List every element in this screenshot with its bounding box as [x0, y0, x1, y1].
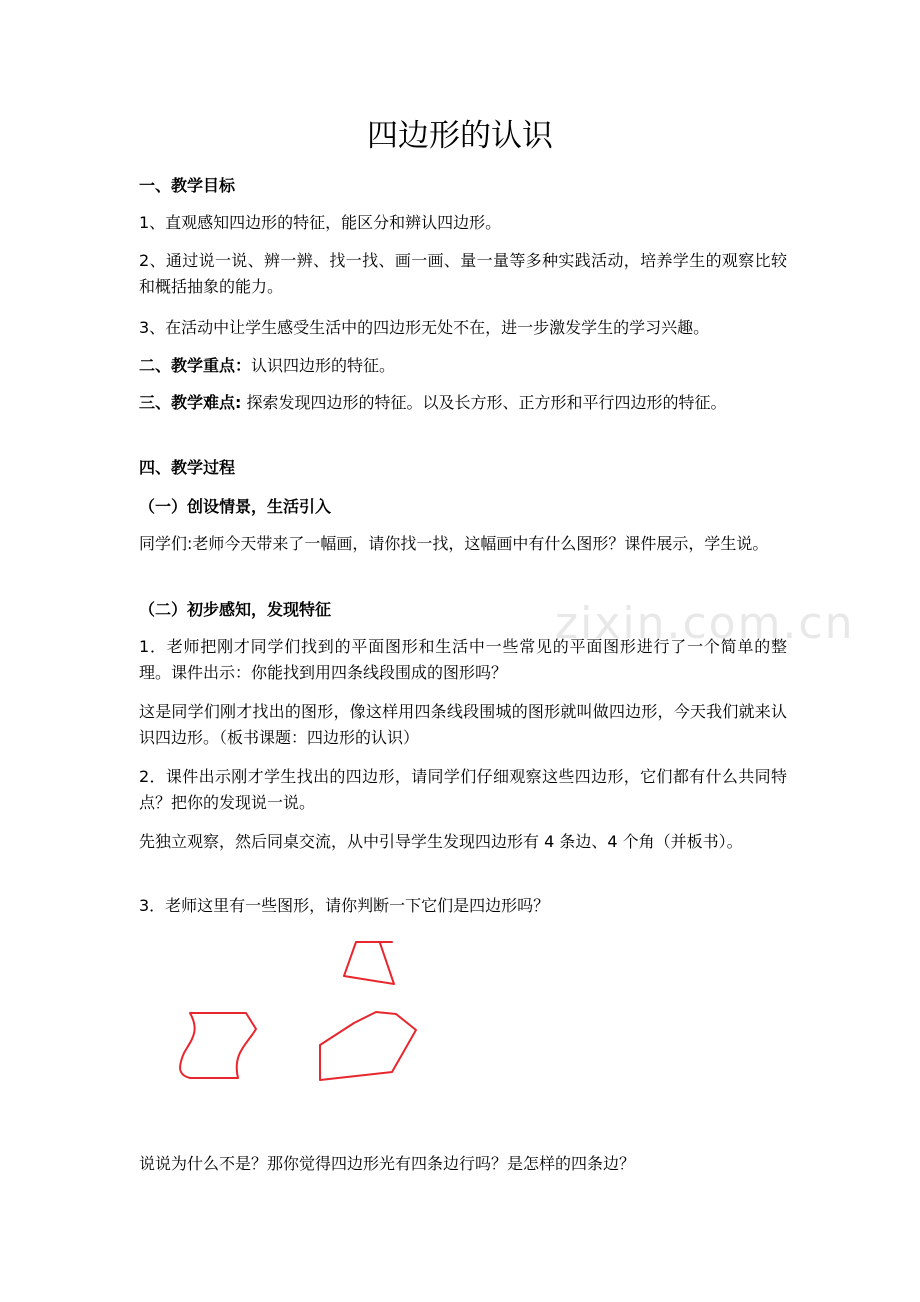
open-quadrilateral-shape [344, 942, 394, 984]
difficulty-heading: 三、教学难点: [139, 393, 242, 412]
closing-question: 说说为什么不是？那你觉得四边形光有四条边行吗？是怎样的四条边？ [139, 1154, 636, 1173]
step1-heading: （一）创设情景，生活引入 [139, 497, 332, 516]
difficulty-point [139, 390, 787, 416]
step2-paragraph-3: 2．课件出示刚才学生找出的四边形，请同学们仔细观察这些四边形，它们都有什么共同特点？把你的发现说一说。 [139, 767, 787, 812]
step2-paragraph-2: 这是同学们刚才找出的图形，像这样用四条线段围城的图形就叫做四边形，今天我们就来认识四边形。（板书课题：四边形的认识） [139, 702, 787, 747]
step2-paragraph-1: 1．老师把刚才同学们找到的平面图形和生活中一些常见的平面图形进行了一个简单的整理。课件出示：你能找到用四条线段围成的图形吗？ [139, 637, 787, 682]
shapes-figure [170, 935, 430, 1085]
goal-1: 1、直观感知四边形的特征，能区分和辨认四边形。 [139, 213, 502, 232]
curved-four-sided-shape [180, 1013, 256, 1078]
step1-text: 同学们:老师今天带来了一幅画，请你找一找，这幅画中有什么图形？课件展示，学生说。 [139, 534, 769, 553]
difficulty-text: 探索发现四边形的特征。以及长方形、正方形和平行四边形的特征。 [246, 393, 727, 412]
step2-paragraph-5: 3．老师这里有一些图形，请你判断一下它们是四边形吗？ [139, 896, 550, 915]
pentagon-outline-shape [320, 1012, 416, 1080]
page-title: 四边形的认识 [367, 118, 553, 154]
key-point [139, 353, 787, 379]
key-point-text: 认识四边形的特征。 [251, 356, 396, 375]
key-point-heading: 二、教学重点： [139, 356, 252, 375]
watermark: zixin.com.cn [555, 598, 855, 649]
goal-2: 2、通过说一说、辨一辨、找一找、画一画、量一量等多种实践活动，培养学生的观察比较和概括抽象的能力。 [139, 251, 787, 296]
goals-heading: 一、教学目标 [139, 176, 236, 195]
step2-paragraph-4: 先独立观察，然后同桌交流，从中引导学生发现四边形有 4 条边、4 个角（并板书）。 [139, 832, 743, 851]
goal-3: 3、在活动中让学生感受生活中的四边形无处不在，进一步激发学生的学习兴趣。 [139, 318, 710, 337]
process-heading: 四、教学过程 [139, 458, 236, 477]
step2-heading: （二）初步感知，发现特征 [139, 600, 332, 619]
